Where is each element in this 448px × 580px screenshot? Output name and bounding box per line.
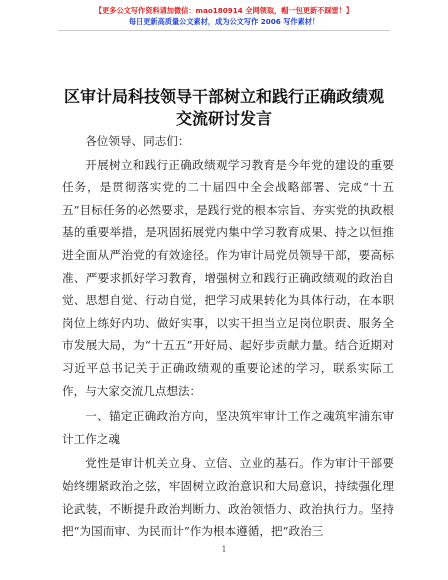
- section-heading-1: 一、锚定正确政治方向，坚决筑牢审计工作之魂筑牢浦东审计工作之魂: [62, 409, 394, 446]
- document-title-line-2: 交流研讨发言: [175, 109, 272, 128]
- document-title: [30, 86, 418, 130]
- promo-banner: [0, 5, 448, 27]
- banner-divider: [58, 30, 390, 31]
- paragraph-section-1: 党性是审计机关立身、立信、立业的基石。作为审计干部要始终绷紧政治之弦，牢固树立政治意识和大局意识，持续强化理论武装，不断提升政治判断力、政治领悟力、政治执行力。坚持把“为国而审、为民而计”作为根本遵循，把“政治三: [62, 456, 394, 539]
- promo-banner-line-1: 【更多公文写作资料请加微信：mao180914 全网领取，帽一包更新不踩雷！】: [94, 6, 354, 15]
- page-number: 1: [221, 545, 227, 554]
- greeting: 各位领导、同志们：: [85, 134, 190, 148]
- paragraph-intro: 开展树立和践行正确政绩观学习教育是今年党的建设的重要任务，是贯彻落实党的二十届四中全会战略部署、完成“十五五”目标任务的必然要求，是践行党的根本宗旨、夯实党的执政根基的重要举措，是巩固拓展党内集中学习教育成果、持之以恒推进全面从严治党的有效途径。作为审计局党员领导干部，要高标准、严要求抓好学习教育，增强树立和践行正确政绩观的政治自觉、思想自觉、行动自觉，把学习成果转化为具体行动，在本职岗位上练好内功、做好实事，以实干担当立足岗位职责、服务全市发展大局，为“十五五”开好局、起好步贡献力量。结合近期对习近平总书记关于正确政绩观的重要论述的学习，联系实际工作，与大家交流几点想法：: [62, 157, 394, 398]
- document-body: [62, 130, 394, 543]
- document-title-line-1: 区审计局科技领导干部树立和践行正确政绩观: [63, 87, 384, 106]
- promo-banner-line-2: 每日更新高质量公文素材，成为公文写作 2006 写作素材！: [128, 17, 320, 26]
